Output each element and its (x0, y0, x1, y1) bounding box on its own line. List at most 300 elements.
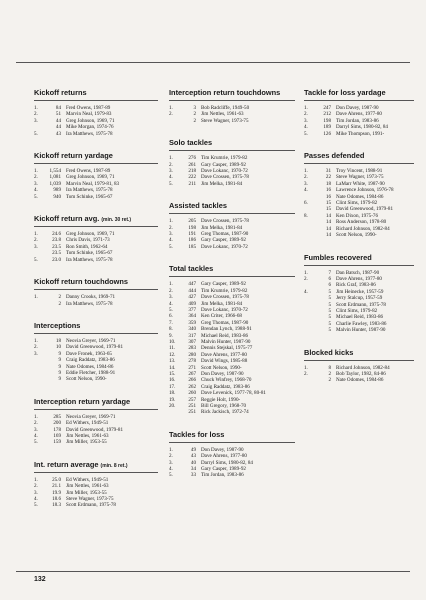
section-title (304, 88, 414, 101)
interceptions-section (34, 321, 158, 383)
total-tackles-section (169, 264, 295, 416)
rank: 5. (304, 130, 308, 137)
record-value: 444 (188, 287, 196, 294)
player-name: Dave Ahrens, 1977-80 (201, 453, 247, 460)
rank: 2. (34, 174, 38, 181)
record-value: 262 (188, 383, 196, 390)
rank: 2. (169, 161, 173, 168)
record-value: 9 (58, 376, 61, 383)
rank: 10. (169, 338, 176, 345)
player-name: Jim Melka, 1981-84 (201, 300, 243, 307)
rank: 3. (34, 117, 38, 124)
record-value: 212 (323, 111, 331, 118)
rank: 5. (34, 439, 38, 446)
record-value: 940 (53, 193, 61, 200)
rank: 4. (304, 187, 308, 194)
player-name: Dan Batsch, 1987-90 (336, 269, 380, 276)
record-row (169, 472, 295, 478)
rank: 2. (304, 111, 308, 118)
record-value: 280 (188, 351, 196, 358)
rank: 5. (169, 243, 173, 250)
section-title-text: Interceptions (34, 320, 81, 330)
player-name: Nate Odomes, 1984-86 (336, 377, 384, 384)
player-name: Gary Casper, 1989-92 (201, 237, 246, 244)
rank: 1. (169, 281, 173, 288)
player-name: Fred Owens, 1987-89 (66, 105, 111, 111)
player-name: Greg Thomas, 1987-90 (201, 319, 249, 326)
section-title (34, 214, 158, 227)
section-title (34, 397, 158, 410)
section-title (169, 430, 295, 443)
player-name: Don Davey, 1987-90 (336, 105, 379, 111)
rank: 2. (304, 370, 308, 377)
section-title-text: Tackles for loss (169, 429, 225, 439)
player-name: Chris Davis, 1971-73 (66, 237, 110, 244)
record-value: 285 (53, 413, 61, 420)
section-title (169, 138, 295, 151)
player-name: Danny Crooks, 1969-71 (66, 294, 116, 301)
rank: 2. (169, 111, 173, 118)
top-rule (16, 62, 410, 63)
record-value: 126 (323, 130, 331, 137)
rank: 2. (169, 224, 173, 231)
interception-return-touchdowns-section (169, 88, 295, 124)
rank: 8. (169, 326, 173, 333)
record-value: 278 (188, 358, 196, 365)
rank: 5. (34, 130, 38, 137)
rank: 12. (169, 351, 176, 358)
record-value: 211 (188, 180, 196, 187)
record-value: 2 (193, 111, 196, 118)
section-title-text: Passes defended (304, 151, 365, 161)
record-value: 427 (188, 294, 196, 301)
record-value: 18.3 (52, 502, 61, 509)
record-value: 1,039 (49, 180, 61, 187)
rank: 5. (34, 256, 38, 263)
player-name: LaMarr White, 1987-90 (336, 180, 385, 187)
section-title (34, 151, 158, 164)
player-name: Tom Schinke, 1965-67 (66, 250, 113, 257)
player-name: Eddie Fletcher, 1988-91 (66, 369, 116, 376)
rank: 2. (169, 453, 173, 460)
player-name: Rick Graf, 1983-86 (336, 282, 376, 289)
rank: 4. (304, 124, 308, 131)
record-row (34, 502, 158, 508)
tackle-for-loss-yardage-section (304, 88, 414, 137)
player-name: Clint Sims, 1979-82 (336, 307, 378, 314)
section-qualifier: (min. 8 ret.) (100, 462, 128, 469)
player-name: Chuck Winfrey, 1968-70 (201, 377, 252, 384)
section-title-text: Kickoff return yardage (34, 151, 113, 161)
record-value: 40 (190, 459, 196, 466)
player-name: Jim Nettles, 1961-63 (201, 111, 244, 118)
player-name: Richard Johnson, 1982-84 (336, 225, 390, 232)
player-name: Dave Ahrens, 1977-80 (336, 111, 382, 118)
record-value: 251 (188, 403, 196, 409)
player-name: Jim Melka, 1981-84 (201, 224, 243, 231)
rank: 1. (34, 476, 38, 483)
player-name: Ross Anderson, 1978-80 (336, 219, 387, 226)
rank: 5. (169, 306, 173, 313)
record-value: 5 (328, 301, 331, 308)
record-value: 8 (328, 364, 331, 371)
record-value: 2 (58, 300, 61, 307)
player-name: Tim Jordan, 1983-86 (336, 117, 379, 124)
rank: 1. (304, 269, 308, 276)
rank: 6. (304, 200, 308, 207)
record-value: 14 (325, 219, 331, 226)
record-value: 5 (328, 314, 331, 321)
player-name: Don Davey, 1987-90 (201, 446, 244, 453)
record-value: 267 (188, 370, 196, 377)
rank: 15. (169, 370, 176, 377)
player-name: Darryl Sims, 1980-82, 84 (201, 459, 253, 466)
record-value: 18 (55, 337, 61, 344)
record-row (34, 376, 158, 382)
player-name: Dave Crossen, 1975-78 (201, 218, 249, 225)
player-name: Dave Ahrens, 1977-80 (336, 275, 382, 282)
player-name: Scott Nelson, 1990- (336, 232, 377, 239)
kickoff-return-touchdowns-section (34, 277, 158, 307)
player-name: Scott Nelson, 1990- (201, 364, 242, 371)
rank (304, 327, 315, 333)
rank: 3. (169, 294, 173, 301)
player-name: Scott Nelson, 1990- (66, 376, 107, 383)
player-name: Malvin Hunter, 1987-90 (336, 327, 386, 334)
record-value: 15 (325, 206, 331, 213)
player-name: Marvin Neal, 1979-83 (66, 111, 112, 118)
player-name: Jim Nettles, 1961-63 (66, 483, 109, 490)
rank: 3. (169, 168, 173, 175)
player-name: Craig Raddatz, 1983-86 (201, 383, 250, 390)
player-name: Mike Morgan, 1974-76 (66, 124, 114, 131)
rank: 1. (169, 446, 173, 453)
player-name: Bob Taylor, 1982, 84-86 (336, 370, 386, 377)
player-name: Jerry Stalcup, 1957-59 (336, 295, 383, 302)
section-title (34, 277, 158, 290)
record-value: 9 (58, 350, 61, 357)
player-name: Ed Withers, 1949-51 (66, 476, 109, 483)
record-value: 169 (53, 432, 61, 439)
record-row (169, 409, 295, 415)
player-name: Neovia Greyer, 1969-71 (66, 413, 116, 420)
rank: 3. (304, 180, 308, 187)
rank: 2. (34, 344, 38, 351)
record-value: 2 (328, 377, 331, 384)
record-value: 205 (188, 218, 196, 225)
record-row (34, 194, 158, 200)
record-value: 283 (188, 345, 196, 352)
section-title (34, 321, 158, 334)
rank: 3. (34, 243, 38, 250)
record-value: 340 (188, 326, 196, 333)
column-3 (304, 88, 414, 398)
rank: 1. (169, 105, 173, 111)
column-1 (34, 88, 158, 523)
record-value: 25.0 (52, 476, 61, 483)
player-name: Clint Sims, 1979-82 (336, 200, 378, 207)
rank: 13. (169, 358, 176, 365)
player-name: David Greenwood, 1979-81 (66, 426, 124, 433)
record-value: 409 (188, 300, 196, 307)
record-value: 43 (190, 453, 196, 460)
section-title-text: Int. return average (34, 459, 99, 469)
rank: 5. (169, 180, 173, 187)
section-qualifier: (min. 30 ret.) (101, 217, 132, 224)
player-name: Dave Crossen, 1975-78 (201, 174, 249, 181)
record-value: 21.1 (52, 483, 61, 490)
record-value: 31 (325, 168, 331, 175)
record-value: 16 (325, 187, 331, 194)
rank: 5. (34, 502, 38, 509)
rank (169, 118, 180, 124)
rank: 1. (304, 168, 308, 175)
record-value: 317 (188, 332, 196, 339)
rank: 19. (169, 396, 176, 403)
record-value: 3 (193, 105, 196, 111)
record-value: 84 (55, 105, 61, 111)
player-name: Richard Johnson, 1982-84 (336, 364, 390, 371)
record-value: 18 (325, 180, 331, 187)
rank: 17. (169, 383, 176, 390)
player-name: Nate Odomes, 1984-86 (336, 193, 384, 200)
section-title (304, 151, 414, 164)
player-name: Gary Casper, 1989-92 (201, 161, 246, 168)
record-value: 222 (188, 174, 196, 181)
player-name: Ira Matthews, 1975-78 (66, 256, 113, 263)
player-name: Greg Johnson, 1969, 71 (66, 231, 115, 238)
player-name: Dave Ahrens, 1977-80 (201, 351, 247, 358)
record-value: 44 (55, 124, 61, 131)
player-name: Malvin Hunter, 1987-90 (201, 338, 251, 345)
section-title-text: Interception return yardage (34, 396, 131, 406)
record-value: 5 (328, 295, 331, 302)
section-title (34, 460, 158, 473)
player-name: Troy Vincent, 1988-91 (336, 168, 383, 175)
record-value: 271 (188, 364, 196, 371)
section-title-text: Kickoff return touchdowns (34, 277, 129, 287)
player-name: Ken Criter, 1966-68 (201, 313, 242, 320)
record-value: 23.5 (52, 243, 61, 250)
record-value: 261 (188, 161, 196, 168)
record-value: 33 (190, 472, 196, 479)
passes-defended-section (304, 151, 414, 238)
player-name: Fred Owens, 1987-89 (66, 168, 111, 175)
section-title (169, 201, 295, 214)
record-value: 2 (193, 117, 196, 124)
player-name: Ira Matthews, 1975-78 (66, 187, 113, 194)
record-row (169, 181, 295, 187)
record-value: 1,554 (49, 168, 61, 175)
rank: 2. (34, 483, 38, 490)
rank: 3. (34, 180, 38, 187)
player-name: Michael Reid, 1983-86 (336, 314, 384, 321)
player-name: Lawrence Johnson, 1976-78 (336, 187, 394, 194)
record-row (169, 244, 295, 250)
rank: 7. (169, 319, 173, 326)
rank: 3. (169, 231, 173, 238)
record-row (34, 131, 158, 137)
player-name: Marvin Neal, 1979-81, 83 (66, 180, 120, 187)
section-title-text: Solo tackles (169, 138, 213, 148)
record-value: 9 (58, 369, 61, 376)
rank: 1. (304, 364, 308, 371)
player-name: Tim Krumrie, 1979-82 (201, 287, 248, 294)
record-value: 23.0 (52, 256, 61, 263)
section-title (169, 88, 295, 101)
player-name: Charlie Fawley, 1983-86 (336, 320, 387, 327)
player-name: Bill Gregory, 1968-70 (201, 403, 247, 409)
player-name: Ira Matthews, 1975-78 (66, 300, 113, 307)
rank: 5. (34, 193, 38, 200)
record-value: 257 (188, 396, 196, 403)
rank: 9. (169, 332, 173, 339)
section-title-text: Kickoff returns (34, 88, 87, 97)
player-name: Gary Casper, 1989-92 (201, 281, 246, 288)
int-return-average-section (34, 460, 158, 509)
player-name: Greg Thomas, 1987-90 (201, 231, 249, 238)
record-value: 24.6 (52, 231, 61, 238)
record-value: 5 (328, 307, 331, 314)
rank: 4. (34, 496, 38, 502)
player-name: Dave Levenick, 1977-78, 80-81 (201, 390, 266, 397)
record-value: 276 (188, 155, 196, 162)
record-value: 218 (188, 168, 196, 175)
player-name: Dennis Stejskal, 1975-77 (201, 345, 253, 352)
player-name: Reggie Holt, 1990- (201, 396, 241, 403)
rank: 4. (169, 174, 173, 181)
record-value: 198 (323, 117, 331, 124)
tackles-for-loss-section (169, 430, 295, 479)
player-name: Gary Casper, 1989-92 (201, 466, 246, 473)
rank: 1. (169, 218, 173, 225)
section-title-text: Fumbles recovered (304, 252, 372, 262)
rank: 4. (34, 432, 38, 439)
player-name: Jim Nettles, 1961-63 (66, 432, 109, 439)
rank: 1. (304, 105, 308, 111)
record-value: 2 (328, 370, 331, 377)
rank: 16. (169, 377, 176, 384)
record-value: 989 (53, 187, 61, 194)
rank: 2. (34, 237, 38, 244)
player-name: Steve Wagner, 1973-75 (201, 117, 249, 124)
record-value: 43 (55, 130, 61, 137)
rank: 4. (169, 466, 173, 473)
section-title (169, 264, 295, 277)
player-name: Jim Melka, 1981-84 (201, 180, 243, 187)
player-name: Rick Jackisch, 1972-74 (201, 409, 249, 416)
player-name: David Wings, 1985-88 (201, 358, 248, 365)
player-name: Scott Erdmann, 1975-78 (336, 301, 386, 308)
player-name: Mike Thompson, 1991- (336, 130, 385, 137)
record-row (34, 257, 158, 263)
rank: 1. (34, 231, 38, 238)
record-value: 15 (325, 200, 331, 207)
record-value: 5 (328, 288, 331, 295)
record-value: 23.8 (52, 237, 61, 244)
kickoff-return-avg-section (34, 214, 158, 263)
record-value: 447 (188, 281, 196, 288)
record-value: 14 (325, 212, 331, 219)
kickoff-return-yardage-section (34, 151, 158, 200)
rank: 2. (304, 275, 308, 282)
section-title-text: Kickoff return avg. (34, 214, 100, 224)
player-name: Jim Heinecke, 1957-59 (336, 288, 384, 295)
rank: 18. (169, 390, 176, 397)
record-row (304, 327, 414, 333)
record-row (169, 118, 295, 124)
rank: 2. (34, 420, 38, 427)
player-name: Michael Reid, 1983-86 (201, 332, 249, 339)
player-name: Tom Schinke, 1965-67 (66, 193, 113, 200)
record-value: 359 (188, 319, 196, 326)
player-name: Steve Wagner, 1973-75 (336, 174, 384, 181)
record-value: 19.9 (52, 489, 61, 496)
record-value: 7 (328, 269, 331, 276)
player-name: Dave Crossen, 1975-78 (201, 294, 249, 301)
rank: 6. (169, 313, 173, 320)
rank: 4. (304, 288, 308, 295)
record-value: 200 (53, 420, 61, 427)
record-row (304, 377, 414, 383)
record-value: 44 (55, 117, 61, 124)
record-value: 14 (325, 225, 331, 232)
record-value: 9 (58, 357, 61, 364)
rank: 3. (34, 426, 38, 433)
record-value: 49 (190, 446, 196, 453)
record-value: 18.6 (52, 496, 61, 502)
section-title-text: Blocked kicks (304, 347, 354, 357)
record-value: 260 (188, 390, 196, 397)
rank: 2. (304, 174, 308, 181)
record-value: 6 (328, 282, 331, 289)
player-name: Dave Fronek, 1963-65 (66, 350, 112, 357)
rank (34, 376, 45, 382)
rank: 1. (34, 294, 38, 301)
section-title-text: Interception return touchdowns (169, 88, 281, 97)
assisted-tackles-section (169, 201, 295, 250)
record-row (34, 301, 158, 307)
fumbles-recovered-section (304, 253, 414, 334)
record-value: 6 (328, 275, 331, 282)
record-row (34, 439, 158, 445)
player-name: Tim Jordan, 1983-86 (201, 472, 244, 479)
record-value: 178 (53, 426, 61, 433)
player-name: Craig Raddatz, 1983-86 (66, 357, 115, 364)
record-value: 159 (53, 439, 61, 446)
player-name: Dave Lokanc, 1970-72 (201, 243, 248, 250)
player-name: Greg Johnson, 1969, 71 (66, 117, 115, 124)
player-name: Greg Johnson, 1969, 71 (66, 174, 115, 181)
solo-tackles-section (169, 138, 295, 187)
record-value: 191 (188, 231, 196, 238)
rank: 1. (34, 413, 38, 420)
record-row (304, 131, 414, 137)
section-title-text: Assisted tackles (169, 201, 227, 211)
record-value: 198 (188, 224, 196, 231)
record-value: 10 (55, 344, 61, 351)
rank: 8. (304, 212, 308, 219)
record-value: 307 (188, 338, 196, 345)
record-value: 1,081 (49, 174, 61, 181)
player-name: Steve Wagner, 1973-75 (66, 496, 114, 502)
rank: 3. (34, 489, 38, 496)
player-name: Dave Lokanc, 1970-72 (201, 168, 248, 175)
player-name: Ed Withers, 1949-51 (66, 420, 109, 427)
record-value: 251 (188, 409, 196, 416)
record-value: 266 (188, 377, 196, 384)
rank: 11. (169, 345, 176, 352)
